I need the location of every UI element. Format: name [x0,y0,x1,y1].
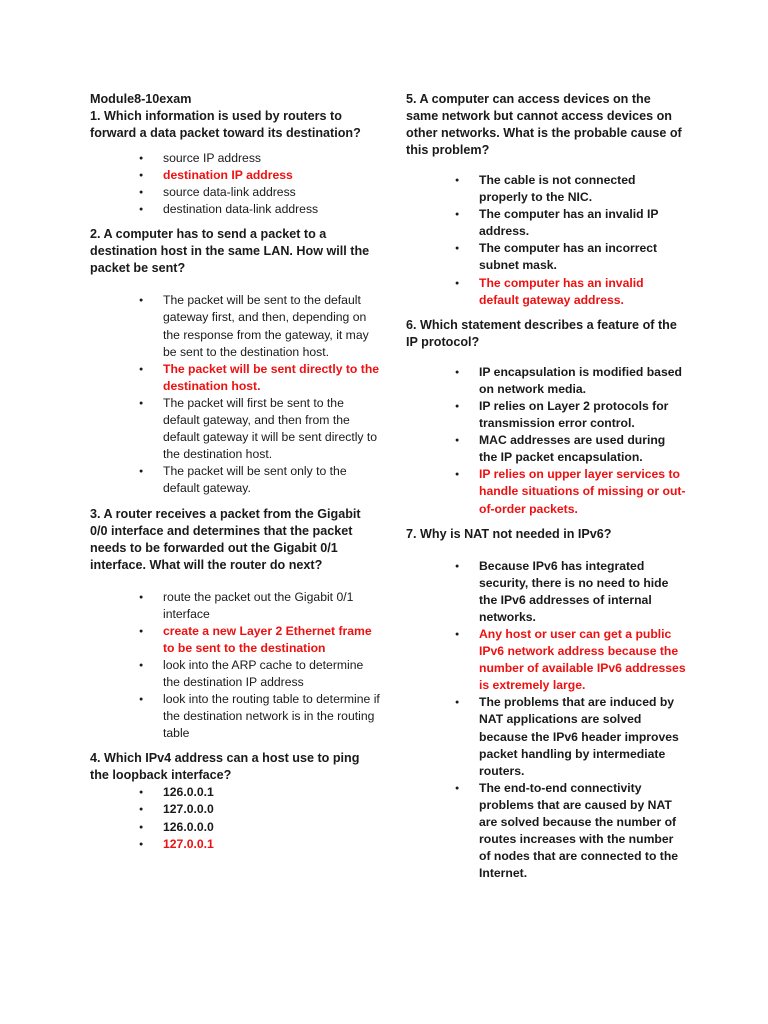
answer-list [406,364,686,518]
answer-option: ● look into the routing table to determine if the destination network is in the routing table [139,691,380,742]
answer-option: ● 126.0.0.1 [139,784,380,801]
question-7 [406,526,686,883]
answer-option: ● The end-to-end connectivity problems that are caused by NAT are solved because the number of routes increases with the number of nodes that are connected to the Internet. [455,780,686,883]
correct-answer-option: ● The packet will be sent directly to the destination host. [139,361,380,395]
answer-option: ● The problems that are induced by NAT applications are solved because the IPv6 header improves packet handling by intermediate routers. [455,694,686,779]
answer-option: ● IP relies on Layer 2 protocols for transmission error control. [455,398,686,432]
correct-answer-option: ● Any host or user can get a public IPv6 network address because the number of available IPv6 addresses is extremely large. [455,626,686,694]
answer-list [406,558,686,883]
question-text: 4. Which IPv4 address can a host use to ping the loopback interface? [90,751,360,783]
answer-option: ● source IP address [139,150,380,167]
answer-option: ● The computer has an incorrect subnet mask. [455,240,686,274]
correct-answer-option: ● The computer has an invalid default gateway address. [455,275,686,309]
question-text: 5. A computer can access devices on the same network but cannot access devices on other networks. What is the probable cause of this problem? [406,92,682,157]
answer-option: ● 127.0.0.0 [139,801,380,818]
answer-option: ● look into the ARP cache to determine the destination IP address [139,657,380,691]
answer-option: ● destination data-link address [139,201,380,218]
document-title: Module8-10exam [90,92,192,106]
question-5 [406,91,686,309]
question-2 [90,226,380,497]
answer-option: ● The computer has an invalid IP address. [455,206,686,240]
correct-answer-option: ● create a new Layer 2 Ethernet frame to be sent to the destination [139,623,380,657]
question-text: 6. Which statement describes a feature of the IP protocol? [406,317,677,349]
answer-option: ● IP encapsulation is modified based on network media. [455,364,686,398]
answer-option: ● The cable is not connected properly to the NIC. [455,172,686,206]
correct-answer-option: ● IP relies on upper layer services to handle situations of missing or out-of-order packets. [455,466,686,517]
answer-option: ● source data-link address [139,184,380,201]
correct-answer-option: ● destination IP address [139,167,380,184]
answer-list [406,172,686,309]
left-column [90,91,380,861]
answer-option: ● route the packet out the Gigabit 0/1 interface [139,589,380,623]
question-4 [90,750,380,852]
question-1 [90,108,380,218]
answer-option: ● MAC addresses are used during the IP packet encapsulation. [455,432,686,466]
answer-list [90,589,380,743]
question-text: 1. Which information is used by routers to forward a data packet toward its destination? [90,109,361,140]
answer-option: ● 126.0.0.0 [139,819,380,836]
answer-option: ● The packet will be sent to the default gateway first, and then, depending on the response from the gateway, it may be sent to the destination host. [139,292,380,360]
question-text: 2. A computer has to send a packet to a destination host in the same LAN. How will the packet be sent? [90,227,370,276]
question-3 [90,506,380,743]
question-text: 7. Why is NAT not needed in IPv6? [406,526,612,541]
right-column [406,91,686,890]
answer-list [90,150,380,218]
question-6 [406,317,686,518]
answer-list [90,784,380,852]
answer-option: ● The packet will first be sent to the default gateway, and then from the default gateway it will be sent directly to the destination host. [139,395,380,463]
answer-option: ● The packet will be sent only to the default gateway. [139,463,380,497]
question-text: 3. A router receives a packet from the Gigabit 0/0 interface and determines that the packet needs to be forwarded out the Gigabit 0/1 interface. What will the router do next? [90,506,361,572]
answer-list [90,292,380,497]
answer-option: ● Because IPv6 has integrated security, there is no need to hide the IPv6 addresses of internal networks. [455,558,686,626]
correct-answer-option: ● 127.0.0.1 [139,836,380,853]
